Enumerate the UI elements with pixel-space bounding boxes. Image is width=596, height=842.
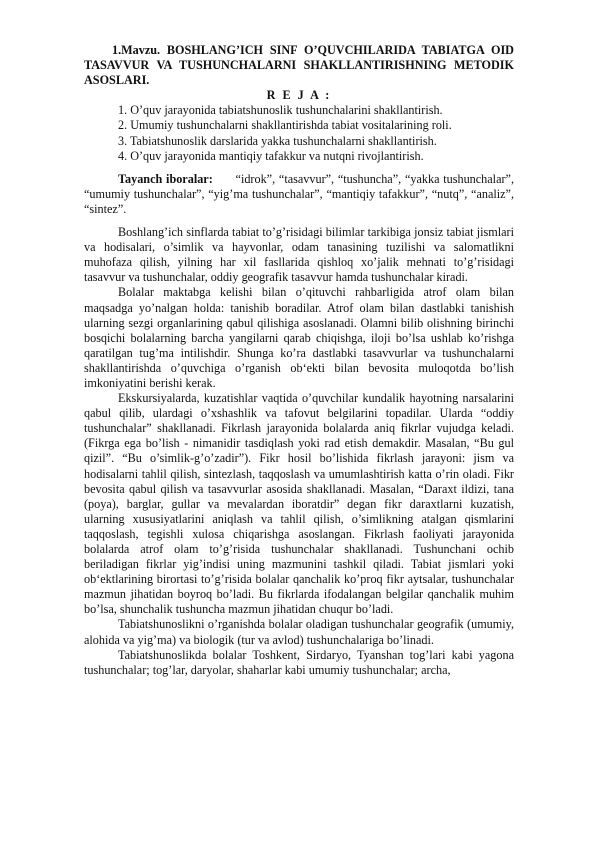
keywords-paragraph: [84, 172, 514, 217]
plan-item: 2. Umumiy tushunchalarni shakllantirishda tabiat vositalarining roli.: [118, 118, 452, 133]
plan-item: 4. O’quv jarayonida mantiqiy tafakkur va nutqni rivojlantirish.: [118, 148, 424, 163]
plan-item: 1. O’quv jarayonida tabiatshunoslik tushunchalarini shakllantirish.: [118, 103, 443, 118]
plan-item: 3. Tabiatshunoslik darslarida yakka tushunchalarni shakllantirish.: [118, 133, 437, 148]
document-page: [84, 43, 514, 678]
keywords-text: “idrok”, “tasavvur”, “tushuncha”, “yakka tushunchalar”, “umumiy tushunchalar”, “yig’ma tushunchalar”, “mantiqiy tafakkur”, “nutq”, “analiz”, “sintez”.: [84, 171, 514, 216]
body-paragraph: Tabiatshunoslikni o’rganishda bolalar oladigan tushunchalar geografik (umumiy, alohida va yig’ma) va biologik (tur va avlod) tushunchalariga bo’linadi.: [84, 617, 514, 647]
document-title: 1.Mavzu. BOSHLANG’ICH SINF O’QUVCHILARIDA TABIATGA OID TASAVVUR VA TUSHUNCHALARNI SHAKLLANTIRISHNING METODIK ASOSLARI.: [84, 43, 514, 88]
body-paragraph: Ekskursiyalarda, kuzatishlar vaqtida o’quvchilar kundalik hayotning narsalarini qabul qilib, ulardagi o’xshashlik va tafovut belgilarini topadilar. Ularda “oddiy tushunchalar” shakllanadi. Fikrlash jarayonida bolalarda aniq fikrlar vujudga keladi. (Fikrga ega bo’lish - nimanidir tasdiqlash yoki rad etish demakdir. Masalan, “Bu gul qizil”. “Bu o’simlik-g’o’zadir”). Fikr hosil bo’lishida fikrlash jarayoni: jism va hodisalarni tahlil qilish, sintezlash, taqqoslash va umumlashtirish katta o’rin oladi. Fikr bevosita qabul qilish va tasavvurlar asosida shakllanadi. Masalan, “Daraxt ildizi, tana (poya), barglar, gullar va mevalardan iboratdir” degan fikr daraxtlarni kuzatish, ularning xususiyatlarini aniqlash va tahlil qilish, o’simlikning atalgan qismlarini taqqoslash, tegishli xulosa chiqarishga asoslangan. Fikrlash faoliyati jarayonida bolalarda atrof olam to’g’risida tushunchalar shakllanadi. Tushunchani ochib beriladigan fikrlar yig’indisi uning mazmunini tashkil qiladi. Tabiat jismlari yoki ob‘ektlarining birortasi to’g’risida bolalar qanchalik ko’proq fikr aytsalar, tushunchalar mazmun jihatidan boyroq bo’ladi. Bu fikrlarda ifodalangan belgilar qanchalik muhim bo’lsa, shunchalik tushuncha mazmun jihatidan chuqur bo’ladi.: [84, 391, 514, 617]
keywords-label: Tayanch iboralar:: [118, 171, 213, 186]
body-paragraph: Boshlang’ich sinflarda tabiat to’g’risidagi bilimlar tarkibiga jonsiz tabiat jismlari va hodisalari, o’simlik va hayvonlar, odam tanasining tuzilishi va salomatlikni muhofaza qilish, yilning har xil fasllarida qishloq xo’jalik mehnati to’g’risidagi tasavvur va tushunchalar, oddiy geografik tasavvur hamda tushunchalar kiradi.: [84, 225, 514, 285]
body-paragraph: Bolalar maktabga kelishi bilan o’qituvchi rahbarligida atrof olam bilan maqsadga yo’nalgan holda: tanishib boradilar. Atrof olam bilan dastlabki tanishish ularning sezgi organlarining qabul qilishiga asoslanadi. Olamni bilib olishning birinchi bosqichi bolalarning barcha yangilarni qarab chiqishga, iloji bo’lsa ushlab ko’rishga qaratilgan tug’ma intilishdir. Shunga ko’ra dastlabki tasavvurlar va tushunchalarni shakllantirishda o’quvchiga o’rganish ob‘ekti bilan bevosita muloqotda bo’lish imkoniyatini berishi kerak.: [84, 285, 514, 390]
plan-list: [84, 103, 514, 163]
plan-heading: R E J A :: [266, 88, 332, 103]
body-paragraph: Tabiatshunoslikda bolalar Toshkent, Sirdaryo, Tyanshan tog’lari kabi yagona tushunchalar; tog’lar, daryolar, shaharlar kabi umumiy tushunchalar; archa,: [84, 647, 514, 677]
